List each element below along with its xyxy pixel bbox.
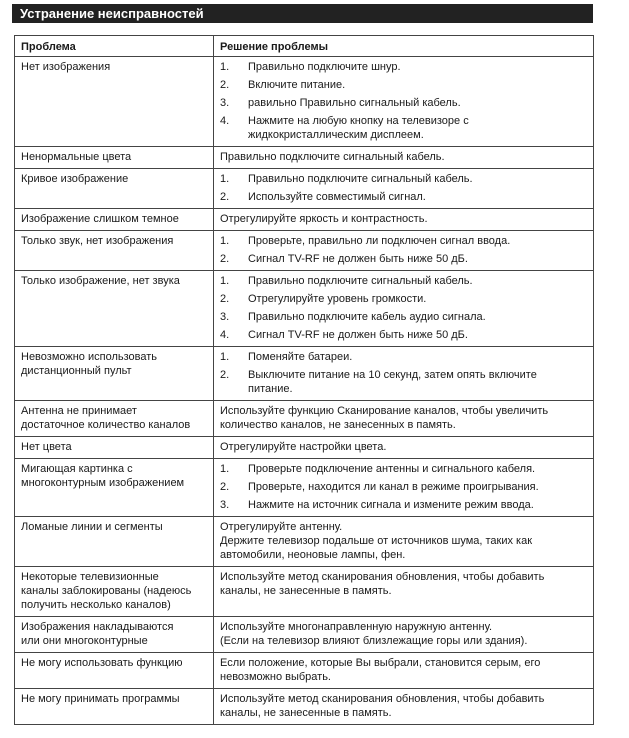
problem-text: Нет цвета (21, 441, 72, 453)
table-header-row (15, 36, 594, 57)
step-text-line: Правильно подключите сигнальный кабель. (248, 275, 473, 287)
problem-cell (15, 169, 214, 209)
solution-cell (214, 147, 594, 169)
solution-cell (214, 169, 594, 209)
step-text-line: Проверьте подключение антенны и сигнального кабеля. (248, 463, 536, 475)
table-row (15, 401, 594, 437)
table-row (15, 653, 594, 689)
solution-step (220, 60, 587, 74)
step-text (248, 252, 587, 266)
solution-cell (214, 209, 594, 231)
table-row (15, 617, 594, 653)
problem-text: достаточное количество каналов (21, 419, 191, 431)
troubleshooting-table (14, 35, 594, 725)
step-number: 2. (220, 191, 230, 203)
step-number: 2. (220, 293, 230, 305)
solution-cell (214, 231, 594, 271)
problem-text: или они многоконтурные (21, 635, 148, 647)
solution-text: невозможно выбрать. (220, 671, 331, 683)
step-text (248, 350, 587, 364)
problem-text: Мигающая картинка с (21, 463, 133, 475)
step-number: 1. (220, 61, 230, 73)
solution-text: каналы, не занесенные в память. (220, 585, 392, 597)
problem-text: Только изображение, нет звука (21, 275, 180, 287)
table-row (15, 147, 594, 169)
problem-text: Не могу принимать программы (21, 693, 180, 705)
step-text (248, 292, 587, 306)
problem-text: дистанционный пульт (21, 365, 132, 377)
section-title: Устранение неисправностей (20, 6, 204, 21)
table-row (15, 517, 594, 567)
solution-steps (220, 274, 587, 342)
step-text (248, 310, 587, 324)
step-text (248, 274, 587, 288)
solution-step (220, 96, 587, 110)
step-text-line: Проверьте, правильно ли подключен сигнал ввода. (248, 235, 511, 247)
problem-text: Некоторые телевизионные (21, 571, 159, 583)
column-header-problem: Проблема (15, 36, 214, 57)
problem-cell (15, 57, 214, 147)
table-row (15, 57, 594, 147)
step-text (248, 96, 587, 110)
solution-cell (214, 653, 594, 689)
step-number: 3. (220, 499, 230, 511)
problem-text: Кривое изображение (21, 173, 129, 185)
solution-text: Правильно подключите сигнальный кабель. (220, 151, 445, 163)
solution-cell (214, 437, 594, 459)
problem-cell (15, 271, 214, 347)
step-text-line: Правильно подключите шнур. (248, 61, 401, 73)
step-number: 2. (220, 369, 230, 381)
solution-cell (214, 347, 594, 401)
step-number: 3. (220, 311, 230, 323)
solution-text: Отрегулируйте яркость и контрастность. (220, 213, 428, 225)
step-text-line: питание. (248, 383, 293, 395)
table-row (15, 209, 594, 231)
step-text-line: Сигнал TV-RF не должен быть ниже 50 дБ. (248, 329, 468, 341)
step-text-line: Правильно подключите сигнальный кабель. (248, 173, 473, 185)
problem-text: многоконтурным изображением (21, 477, 185, 489)
solution-cell (214, 57, 594, 147)
step-text-line: Используйте совместимый сигнал. (248, 191, 426, 203)
step-number: 1. (220, 463, 230, 475)
section-title-bar (12, 4, 593, 23)
step-text (248, 172, 587, 186)
problem-cell (15, 231, 214, 271)
step-number: 2. (220, 253, 230, 265)
step-text-line: жидкокристаллическим дисплеем. (248, 129, 424, 141)
solution-steps (220, 462, 587, 512)
step-number: 1. (220, 173, 230, 185)
solution-step (220, 252, 587, 266)
solution-step (220, 190, 587, 204)
step-text (248, 462, 587, 476)
solution-cell (214, 617, 594, 653)
solution-text: Используйте метод сканирования обновления, чтобы добавить (220, 571, 545, 583)
solution-steps (220, 172, 587, 204)
step-number: 3. (220, 97, 230, 109)
solution-cell (214, 401, 594, 437)
solution-step (220, 234, 587, 248)
step-text (248, 480, 587, 494)
step-text (248, 498, 587, 512)
problem-cell (15, 401, 214, 437)
step-number: 2. (220, 79, 230, 91)
table-row (15, 271, 594, 347)
problem-text: Нет изображения (21, 61, 111, 73)
solution-step (220, 328, 587, 342)
solution-text: Держите телевизор подальше от источников шума, таких как (220, 535, 533, 547)
solution-step (220, 274, 587, 288)
step-text-line: Нажмите на любую кнопку на телевизоре с (248, 115, 469, 127)
problem-text: Не могу использовать функцию (21, 657, 183, 669)
problem-cell (15, 437, 214, 459)
solution-step (220, 350, 587, 364)
solution-text: каналы, не занесенные в память. (220, 707, 392, 719)
problem-text: Изображение слишком темное (21, 213, 179, 225)
solution-step (220, 462, 587, 476)
solution-cell (214, 517, 594, 567)
table-row (15, 689, 594, 725)
solution-step (220, 498, 587, 512)
solution-step (220, 78, 587, 92)
step-text (248, 368, 587, 396)
table-body (15, 57, 594, 725)
table-row (15, 437, 594, 459)
solution-steps (220, 234, 587, 266)
problem-text: Изображения накладываются (21, 621, 174, 633)
solution-step (220, 292, 587, 306)
step-text-line: равильно Правильно сигнальный кабель. (248, 97, 461, 109)
step-number: 1. (220, 351, 230, 363)
solution-cell (214, 567, 594, 617)
problem-cell (15, 459, 214, 517)
problem-cell (15, 689, 214, 725)
solution-cell (214, 459, 594, 517)
solution-text: Используйте функцию Сканирование каналов, чтобы увеличить (220, 405, 549, 417)
problem-cell (15, 209, 214, 231)
problem-text: Невозможно использовать (21, 351, 158, 363)
problem-cell (15, 567, 214, 617)
solution-text: Используйте метод сканирования обновления, чтобы добавить (220, 693, 545, 705)
solution-step (220, 480, 587, 494)
step-text-line: Выключите питание на 10 секунд, затем опять включите (248, 369, 537, 381)
solution-step (220, 368, 587, 396)
step-text-line: Правильно подключите кабель аудио сигнала. (248, 311, 486, 323)
solution-text: количество каналов, не занесенных в память. (220, 419, 456, 431)
problem-cell (15, 653, 214, 689)
table-row (15, 459, 594, 517)
step-text-line: Сигнал TV-RF не должен быть ниже 50 дБ. (248, 253, 468, 265)
table-row (15, 231, 594, 271)
problem-cell (15, 147, 214, 169)
step-text (248, 234, 587, 248)
solution-text: Отрегулируйте антенну. (220, 521, 343, 533)
solution-text: (Если на телевизор влияют близлежащие горы или здания). (220, 635, 528, 647)
problem-text: Ломаные линии и сегменты (21, 521, 163, 533)
solution-steps (220, 350, 587, 396)
problem-text: Ненормальные цвета (21, 151, 132, 163)
solution-step (220, 172, 587, 186)
step-number: 2. (220, 481, 230, 493)
problem-text: каналы заблокированы (надеюсь (21, 585, 192, 597)
step-number: 4. (220, 115, 230, 127)
step-number: 1. (220, 275, 230, 287)
step-text (248, 60, 587, 74)
solution-text: автомобили, неоновые лампы, фен. (220, 549, 406, 561)
problem-cell (15, 347, 214, 401)
solution-text: Отрегулируйте настройки цвета. (220, 441, 387, 453)
step-text-line: Включите питание. (248, 79, 346, 91)
step-text (248, 190, 587, 204)
solution-step (220, 114, 587, 142)
solution-steps (220, 60, 587, 142)
table-row (15, 567, 594, 617)
solution-text: Используйте многонаправленную наружную антенну. (220, 621, 493, 633)
column-header-solution: Решение проблемы (214, 36, 594, 57)
step-text (248, 78, 587, 92)
solution-step (220, 310, 587, 324)
table-row (15, 347, 594, 401)
solution-cell (214, 271, 594, 347)
problem-text: Только звук, нет изображения (21, 235, 174, 247)
problem-text: Антенна не принимает (21, 405, 137, 417)
problem-text: получить несколько каналов) (21, 599, 171, 611)
step-text-line: Отрегулируйте уровень громкости. (248, 293, 427, 305)
step-number: 1. (220, 235, 230, 247)
table-row (15, 169, 594, 209)
step-text-line: Поменяйте батареи. (248, 351, 353, 363)
step-text (248, 328, 587, 342)
step-text-line: Нажмите на источник сигнала и измените режим ввода. (248, 499, 534, 511)
solution-cell (214, 689, 594, 725)
step-text-line: Проверьте, находится ли канал в режиме проигрывания. (248, 481, 539, 493)
step-number: 4. (220, 329, 230, 341)
solution-text: Если положение, которые Вы выбрали, становится серым, его (220, 657, 541, 669)
problem-cell (15, 617, 214, 653)
problem-cell (15, 517, 214, 567)
step-text (248, 114, 587, 142)
